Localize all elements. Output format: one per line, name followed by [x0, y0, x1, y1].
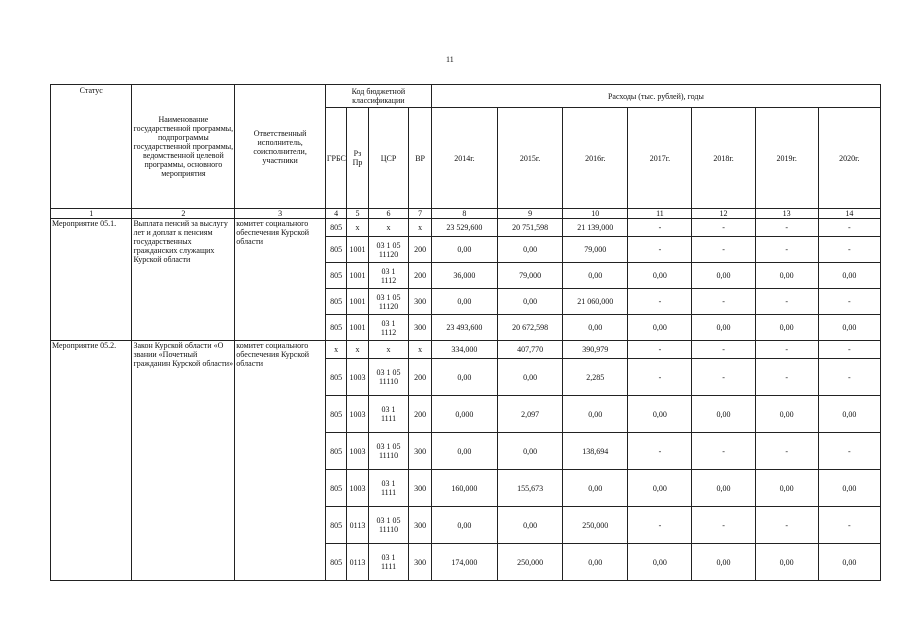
header-year: 2020г. [818, 108, 880, 209]
cell-amount: 0,00 [755, 396, 818, 433]
cell-vr: 200 [409, 237, 431, 263]
header-csr: ЦСР [368, 108, 409, 209]
cell-rzpr: 1001 [347, 237, 368, 263]
cell-csr [368, 219, 409, 237]
cell-amount: 0,00 [692, 315, 755, 341]
header-year: 2015г. [498, 108, 563, 209]
cell-grbs: 805 [325, 433, 346, 470]
csr-part: 03 1 [381, 553, 396, 562]
cell-vr: 300 [409, 544, 431, 581]
cell-amount: 0,00 [755, 544, 818, 581]
cell-vr: 200 [409, 396, 431, 433]
csr-part: х [386, 345, 391, 354]
csr-part: 1112 [380, 275, 397, 285]
cell-amount: 160,000 [431, 470, 497, 507]
cell-amount: - [628, 341, 692, 359]
cell-vr: 200 [409, 263, 431, 289]
cell-amount: - [818, 433, 880, 470]
cell-amount: 0,00 [692, 544, 755, 581]
cell-rzpr: 0113 [347, 507, 368, 544]
cell-csr [368, 341, 409, 359]
cell-amount: - [755, 237, 818, 263]
csr-part: 1111 [380, 562, 397, 571]
column-number: 8 [431, 209, 497, 219]
cell-amount: 0,00 [563, 396, 628, 433]
cell-amount: 21 060,000 [563, 289, 628, 315]
cell-amount: 0,00 [818, 263, 880, 289]
csr-part: 03 1 05 [376, 240, 401, 250]
csr-part: х [386, 223, 391, 232]
cell-amount: 0,00 [628, 544, 692, 581]
cell-rzpr: 1001 [347, 315, 368, 341]
csr-part: 11110 [378, 451, 399, 460]
header-year: 2017г. [628, 108, 692, 209]
csr-part: 11120 [378, 249, 399, 259]
cell-amount: 0,00 [498, 359, 563, 396]
cell-amount: - [818, 237, 880, 263]
cell-amount: 0,00 [628, 263, 692, 289]
cell-amount: 0,00 [755, 315, 818, 341]
csr-part: 1112 [380, 327, 397, 337]
column-number: 11 [628, 209, 692, 219]
cell-amount: - [692, 341, 755, 359]
cell-vr: х [409, 341, 431, 359]
header-budget-code: Код бюджетной классификации [325, 85, 431, 108]
cell-amount: 0,00 [818, 315, 880, 341]
cell-amount: 36,000 [431, 263, 497, 289]
cell-amount: - [692, 507, 755, 544]
header-name: Наименование государственной программы, подпрограммы государственной программы, ведомственной целевой программы, основного мероприятия [132, 85, 235, 209]
cell-csr [368, 289, 409, 315]
cell-amount: - [818, 341, 880, 359]
header-year: 2014г. [431, 108, 497, 209]
row-status: Мероприятие 05.2. [51, 341, 132, 581]
cell-amount: - [628, 433, 692, 470]
cell-vr: 300 [409, 507, 431, 544]
cell-amount: 2,285 [563, 359, 628, 396]
cell-amount: 21 139,000 [563, 219, 628, 237]
column-number: 5 [347, 209, 368, 219]
header-responsible: Ответственный исполнитель, соисполнители, участники [235, 85, 326, 209]
cell-amount: 0,00 [498, 433, 563, 470]
cell-vr: 300 [409, 433, 431, 470]
cell-amount: - [628, 219, 692, 237]
row-status: Мероприятие 05.1. [51, 219, 132, 341]
cell-amount: - [818, 507, 880, 544]
cell-amount: - [755, 341, 818, 359]
cell-amount: - [692, 219, 755, 237]
cell-grbs: 805 [325, 315, 346, 341]
cell-csr [368, 263, 409, 289]
cell-amount: 0,00 [431, 433, 497, 470]
row-name: Выплата пенсий за выслугу лет и доплат к пенсиям государственных гражданских служащих Курской области [132, 219, 235, 341]
cell-csr [368, 470, 409, 507]
cell-amount: 20 751,598 [498, 219, 563, 237]
cell-csr [368, 544, 409, 581]
cell-amount: - [692, 359, 755, 396]
cell-amount: - [755, 289, 818, 315]
cell-amount: 0,00 [563, 315, 628, 341]
cell-amount: - [628, 507, 692, 544]
column-number: 6 [368, 209, 409, 219]
cell-csr [368, 237, 409, 263]
cell-amount: 0,00 [498, 507, 563, 544]
column-number: 14 [818, 209, 880, 219]
column-number-row [51, 209, 881, 219]
column-number: 2 [132, 209, 235, 219]
csr-part: 1111 [380, 414, 397, 423]
table-row [51, 219, 881, 237]
header-rzpr: Рз Пр [347, 108, 368, 209]
cell-amount: 0,00 [563, 470, 628, 507]
cell-amount: 407,770 [498, 341, 563, 359]
cell-rzpr: 0113 [347, 544, 368, 581]
cell-amount: 0,00 [755, 263, 818, 289]
header-grbs: ГРБС [325, 108, 346, 209]
csr-part: 03 1 [381, 318, 396, 328]
cell-grbs: 805 [325, 396, 346, 433]
cell-amount: - [755, 433, 818, 470]
cell-grbs: х [325, 341, 346, 359]
cell-amount: 0,00 [628, 470, 692, 507]
cell-amount: - [692, 433, 755, 470]
cell-amount: 0,00 [431, 507, 497, 544]
row-responsible: комитет социального обеспечения Курской области [235, 219, 326, 341]
cell-amount: - [818, 289, 880, 315]
cell-vr: 300 [409, 315, 431, 341]
budget-table [50, 84, 881, 581]
cell-grbs: 805 [325, 544, 346, 581]
cell-amount: 0,00 [818, 396, 880, 433]
cell-grbs: 805 [325, 263, 346, 289]
csr-part: 03 1 [381, 479, 396, 488]
cell-amount: - [628, 289, 692, 315]
cell-grbs: 805 [325, 470, 346, 507]
cell-amount: 0,00 [431, 359, 497, 396]
column-number: 10 [563, 209, 628, 219]
cell-amount: 0,00 [431, 289, 497, 315]
cell-grbs: 805 [325, 219, 346, 237]
cell-rzpr: 1001 [347, 263, 368, 289]
cell-amount: 334,000 [431, 341, 497, 359]
cell-amount: 0,00 [692, 470, 755, 507]
column-number: 9 [498, 209, 563, 219]
cell-amount: - [755, 507, 818, 544]
cell-amount: - [628, 237, 692, 263]
header-expenses: Расходы (тыс. рублей), годы [431, 85, 880, 108]
cell-amount: - [755, 359, 818, 396]
cell-rzpr: 1003 [347, 396, 368, 433]
row-responsible: комитет социального обеспечения Курской области [235, 341, 326, 581]
cell-csr [368, 507, 409, 544]
column-number: 4 [325, 209, 346, 219]
cell-amount: - [818, 359, 880, 396]
cell-vr: 200 [409, 359, 431, 396]
csr-part: 03 1 05 [376, 368, 401, 377]
cell-amount: 0,00 [818, 544, 880, 581]
cell-amount: 174,000 [431, 544, 497, 581]
cell-amount: 138,694 [563, 433, 628, 470]
header-year: 2018г. [692, 108, 755, 209]
cell-amount: 0,00 [692, 263, 755, 289]
header-year: 2019г. [755, 108, 818, 209]
cell-amount: 390,979 [563, 341, 628, 359]
cell-amount: 155,673 [498, 470, 563, 507]
cell-amount: 23 529,600 [431, 219, 497, 237]
cell-amount: - [692, 289, 755, 315]
cell-rzpr: 1003 [347, 470, 368, 507]
cell-amount: - [755, 219, 818, 237]
cell-amount: 0,00 [498, 289, 563, 315]
cell-rzpr: х [347, 219, 368, 237]
cell-amount: 20 672,598 [498, 315, 563, 341]
cell-csr [368, 359, 409, 396]
table-row [51, 341, 881, 359]
column-number: 3 [235, 209, 326, 219]
cell-amount: 0,00 [692, 396, 755, 433]
cell-csr [368, 315, 409, 341]
cell-amount: 0,00 [563, 263, 628, 289]
cell-vr: 300 [409, 289, 431, 315]
cell-amount: 0,00 [563, 544, 628, 581]
cell-amount: - [628, 359, 692, 396]
csr-part: 11110 [378, 525, 399, 534]
csr-part: 03 1 05 [376, 516, 401, 525]
column-number: 7 [409, 209, 431, 219]
csr-part: 03 1 [381, 405, 396, 414]
cell-amount: 0,00 [628, 315, 692, 341]
cell-grbs: 805 [325, 507, 346, 544]
cell-amount: 79,000 [498, 263, 563, 289]
cell-amount: 79,000 [563, 237, 628, 263]
cell-csr [368, 396, 409, 433]
csr-part: 11120 [378, 301, 399, 311]
cell-amount: - [692, 237, 755, 263]
cell-amount: 250,000 [563, 507, 628, 544]
cell-rzpr: 1003 [347, 433, 368, 470]
cell-amount: 0,00 [498, 237, 563, 263]
cell-grbs: 805 [325, 289, 346, 315]
cell-amount: 2,097 [498, 396, 563, 433]
csr-part: 03 1 05 [376, 292, 401, 302]
cell-vr: х [409, 219, 431, 237]
cell-vr: 300 [409, 470, 431, 507]
cell-amount: 250,000 [498, 544, 563, 581]
page-number: 11 [446, 55, 454, 64]
cell-rzpr: 1001 [347, 289, 368, 315]
cell-rzpr: х [347, 341, 368, 359]
cell-amount: 0,00 [431, 237, 497, 263]
column-number: 1 [51, 209, 132, 219]
cell-csr [368, 433, 409, 470]
column-number: 13 [755, 209, 818, 219]
cell-amount: 0,00 [818, 470, 880, 507]
header-vr: ВР [409, 108, 431, 209]
cell-amount: 0,000 [431, 396, 497, 433]
row-name: Закон Курской области «О звании «Почетный гражданин Курской области» [132, 341, 235, 581]
csr-part: 03 1 [381, 266, 396, 276]
cell-amount: - [818, 219, 880, 237]
cell-amount: 23 493,600 [431, 315, 497, 341]
csr-part: 1111 [380, 488, 397, 497]
cell-rzpr: 1003 [347, 359, 368, 396]
column-number: 12 [692, 209, 755, 219]
cell-amount: 0,00 [755, 470, 818, 507]
cell-amount: 0,00 [628, 396, 692, 433]
cell-grbs: 805 [325, 237, 346, 263]
csr-part: 03 1 05 [376, 442, 401, 451]
cell-grbs: 805 [325, 359, 346, 396]
header-year: 2016г. [563, 108, 628, 209]
csr-part: 11110 [378, 377, 399, 386]
header-status: Статус [51, 85, 132, 209]
